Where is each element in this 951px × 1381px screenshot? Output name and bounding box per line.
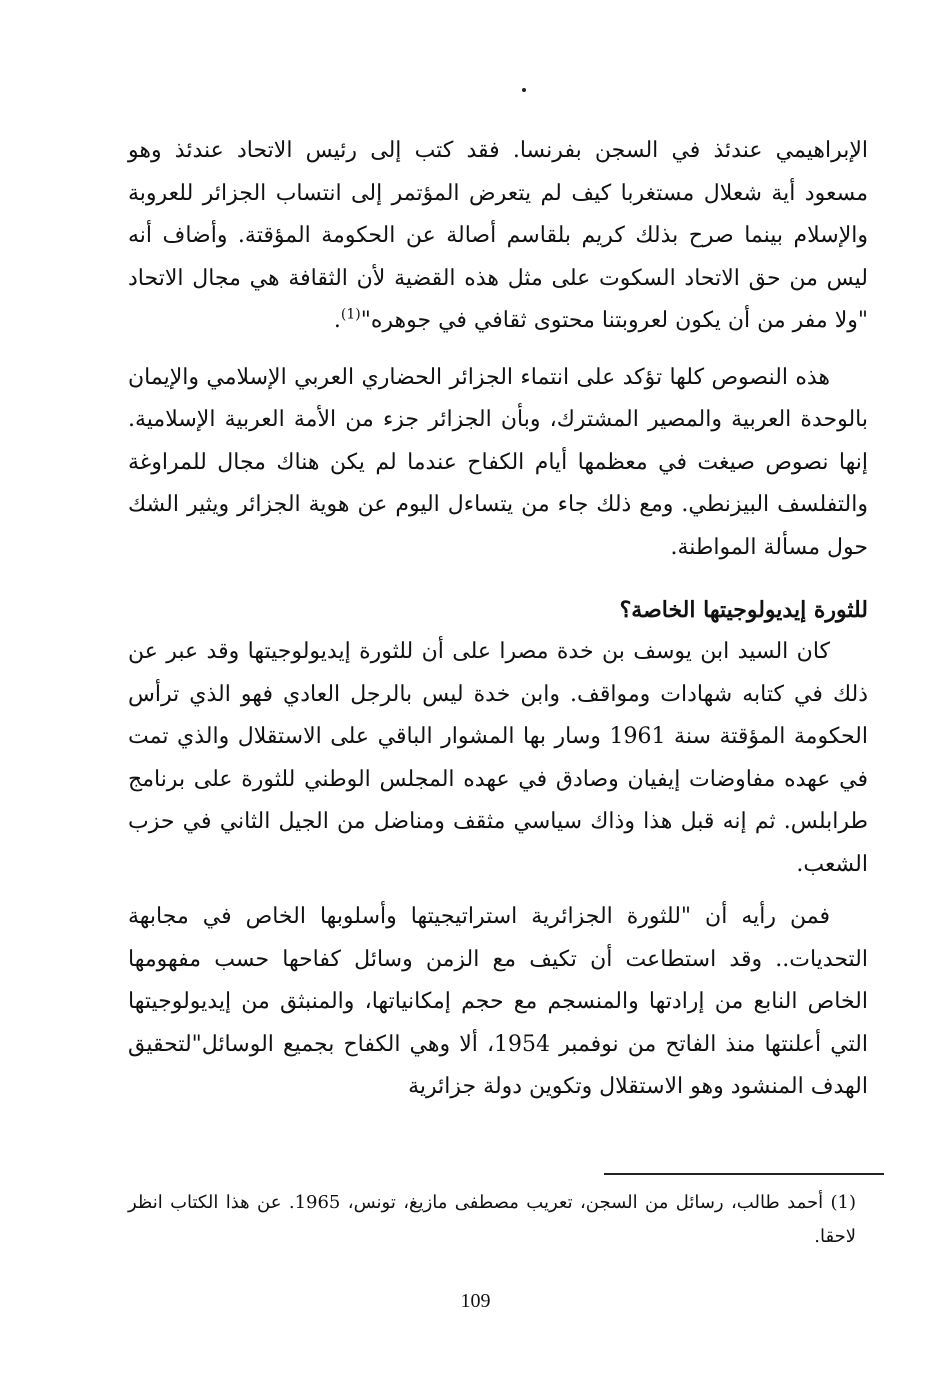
footnote: (1) أحمد طالب، رسائل من السجن، تعريب مصطفى مازيغ، تونس، 1965. عن هذا الكتاب انظر لاحقا. (128, 1192, 856, 1247)
page-number: 109 (460, 1290, 491, 1312)
paragraph-3: كان السيد ابن يوسف بن خدة مصرا على أن للثورة إيديولوجيتها وقد عبر عن ذلك في كتابه شهادات ومواقف. وابن خدة ليس بالرجل العادي فهو الذي ترأس الحكومة المؤقتة سنة 1961 وسار بها المشوار الباقي على الاستقلال والذي تمت في عهده مفاوضات إيفيان وصادق في عهده المجلس الوطني للثورة على برنامج طرابلس. ثم إنه قبل هذا وذاك سياسي مثقف ومناضل من الجيل الثاني في حزب الشعب. (128, 639, 868, 877)
paragraph-4: فمن رأيه أن "للثورة الجزائرية استراتيجيتها وأسلوبها الخاص في مجابهة التحديات.. وقد استطاعت أن تكيف مع الزمن وسائل كفاحها حسب مفهومها الخاص النابع من إرادتها والمنسجم مع حجم إمكانياتها، والمنبثق من إيديولوجيتها التي أعلنتها منذ الفاتح من نوفمبر 1954، ألا وهي الكفاح بجميع الوسائل"لتحقيق الهدف المنشود وهو الاستقلال وتكوين دولة جزائرية (128, 904, 868, 1099)
paragraph-1 (128, 130, 868, 343)
section-heading: للثورة إيديولوجيتها الخاصة؟ (619, 597, 868, 623)
paragraph-2: هذه النصوص كلها تؤكد على انتماء الجزائر الحضاري العربي الإسلامي والإيمان بالوحدة العربية والمصير المشترك، وبأن الجزائر جزء من الأمة العربية الإسلامية. إنها نصوص صيغت في معظمها أيام الكفاح عندما لم يكن هناك مجال للمراوغة والتفلسف البيزنطي. ومع ذلك جاء من يتساءل اليوم عن هوية الجزائر ويثير الشك حول مسألة المواطنة. (128, 364, 868, 560)
footnote-reference: (1) (340, 306, 361, 323)
footnote-divider (604, 1173, 884, 1175)
paragraph-1-text: الإبراهيمي عندئذ في السجن بفرنسا. فقد كتب إلى رئيس الاتحاد عندئذ وهو مسعود أية شعلال مستغربا كيف لم يتعرض المؤتمر إلى انتساب الجزائر للعروبة والإسلام بينما صرح بذلك كريم بلقاسم أصالة عن الحكومة المؤقتة. وأضاف أنه ليس من حق الاتحاد السكوت على مثل هذه القضية لأن الثقافة هي مجال الاتحاد "ولا مفر من أن يكون لعروبتنا محتوى ثقافي في جوهره" (128, 138, 868, 333)
paragraph-1-tail: . (333, 308, 341, 333)
page-mark-dot (522, 88, 526, 92)
